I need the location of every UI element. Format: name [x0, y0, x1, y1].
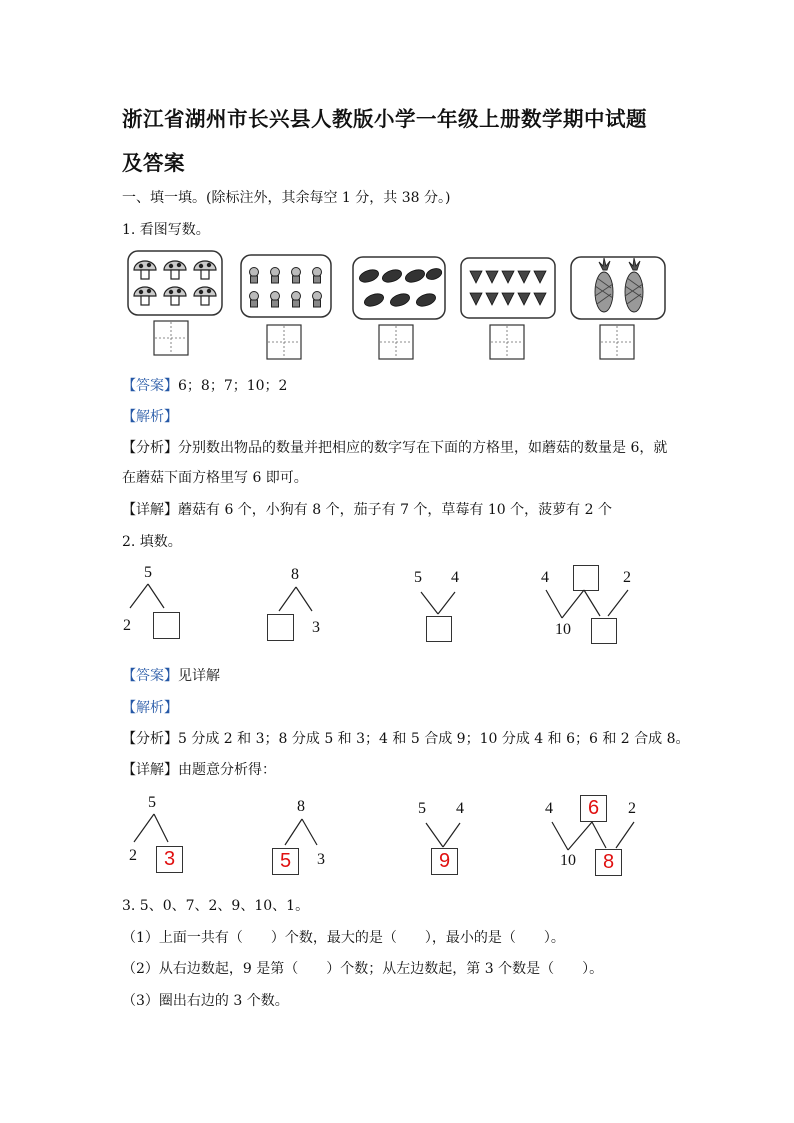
tree-top-answer-value: 6: [580, 795, 607, 822]
q2-answer: [122, 665, 220, 685]
eggplant-icon: [352, 256, 446, 320]
tree-branches: [130, 812, 170, 846]
puppy-icon: [240, 254, 332, 318]
pineapple-icon: [570, 256, 666, 320]
document-title-line2: 及答案: [122, 151, 185, 175]
tree-branches: [126, 582, 166, 612]
q2-prompt: 2. 填数。: [122, 534, 182, 550]
tree-bottom-answer-box[interactable]: [591, 618, 617, 644]
q2-fenxi: [122, 728, 690, 748]
tree-bottom-answer-value: 8: [595, 849, 622, 876]
tree-bottom-number: 10: [555, 621, 571, 638]
answer-tag: 【答案】: [122, 668, 178, 684]
tree-left-number: 5: [414, 569, 422, 586]
fenxi-tag: 【分析】: [122, 731, 178, 747]
detail-tag: 【详解】: [122, 502, 178, 518]
tree-answer-box[interactable]: [153, 612, 180, 639]
tree-branches: [540, 588, 640, 624]
q3-sub2: （2）从右边数起，9 是第（ ）个数；从左边数起，第 3 个数是（ ）。: [122, 961, 604, 977]
tree-top-number: 8: [291, 566, 299, 583]
q1-answer-box-2[interactable]: [266, 324, 302, 360]
q1-fenxi-line2: 在蘑菇下面方格里写 6 即可。: [122, 470, 308, 486]
tree-branches: [281, 817, 321, 849]
mushroom-icon: [127, 250, 223, 316]
tree-top-number: 5: [148, 794, 156, 811]
q3-prompt: 3. 5、0、7、2、9、10、1。: [122, 898, 310, 914]
tree-branches: [419, 590, 459, 616]
tree-right-number: 4: [456, 800, 464, 817]
q1-answer-box-5[interactable]: [599, 324, 635, 360]
tree-left-number: 2: [123, 617, 131, 634]
q1-detail: [122, 499, 612, 519]
q1-analysis-tag: 【解析】: [122, 409, 178, 425]
tree-answer-value: 3: [156, 846, 183, 873]
q3-sub1: （1）上面一共有（ ）个数，最大的是（ ），最小的是（ ）。: [122, 930, 565, 946]
q1-answer-box-3[interactable]: [378, 324, 414, 360]
fenxi-tag: 【分析】: [122, 440, 178, 456]
tree-right-number: 3: [312, 619, 320, 636]
tree-left-number: 2: [129, 847, 137, 864]
tree-left-number: 5: [418, 800, 426, 817]
tree-bottom-number: 10: [560, 852, 576, 869]
tree-right-number: 4: [451, 569, 459, 586]
tree-answer-box[interactable]: [267, 614, 294, 641]
detail-text: 蘑菇有 6 个，小狗有 8 个，茄子有 7 个，草莓有 10 个，菠萝有 2 个: [178, 502, 612, 518]
tree-branches: [424, 821, 464, 849]
tree-right-number: 2: [623, 569, 631, 586]
document-title-line1: 浙江省湖州市长兴县人教版小学一年级上册数学期中试题: [122, 107, 647, 131]
tree-answer-value: 9: [431, 848, 458, 875]
tree-right-number: 3: [317, 851, 325, 868]
tree-left-number: 4: [545, 800, 553, 817]
q1-answer-box-1[interactable]: [153, 320, 189, 356]
q1-answer-box-4[interactable]: [489, 324, 525, 360]
q1-fenxi: [122, 437, 667, 457]
section-heading: 一、填一填。(除标注外，其余每空 1 分，共 38 分。): [122, 190, 451, 206]
detail-text: 由题意分析得：: [178, 762, 276, 778]
tree-answer-value: 5: [272, 848, 299, 875]
fenxi-text: 5 分成 2 和 3；8 分成 5 和 3；4 和 5 合成 9；10 分成 4 和 6；6 和 2 合成 8。: [178, 731, 690, 747]
tree-right-number: 2: [628, 800, 636, 817]
tree-answer-box[interactable]: [426, 616, 452, 642]
answer-text: 见详解: [178, 668, 220, 684]
answer-text: 6；8；7；10；2: [178, 378, 288, 394]
q2-detail: [122, 759, 276, 779]
fenxi-text: 分别数出物品的数量并把相应的数字写在下面的方格里，如蘑菇的数量是 6，就: [178, 440, 668, 456]
tree-left-number: 4: [541, 569, 549, 586]
tree-branches: [276, 585, 316, 615]
q1-prompt: 1. 看图写数。: [122, 222, 210, 238]
tree-top-number: 5: [144, 564, 152, 581]
strawberry-icon: [460, 257, 556, 319]
q2-analysis-tag: 【解析】: [122, 700, 178, 716]
answer-tag: 【答案】: [122, 378, 178, 394]
q1-answer: [122, 375, 287, 395]
detail-tag: 【详解】: [122, 762, 178, 778]
q3-sub3: （3）圈出右边的 3 个数。: [122, 993, 289, 1009]
tree-top-number: 8: [297, 798, 305, 815]
